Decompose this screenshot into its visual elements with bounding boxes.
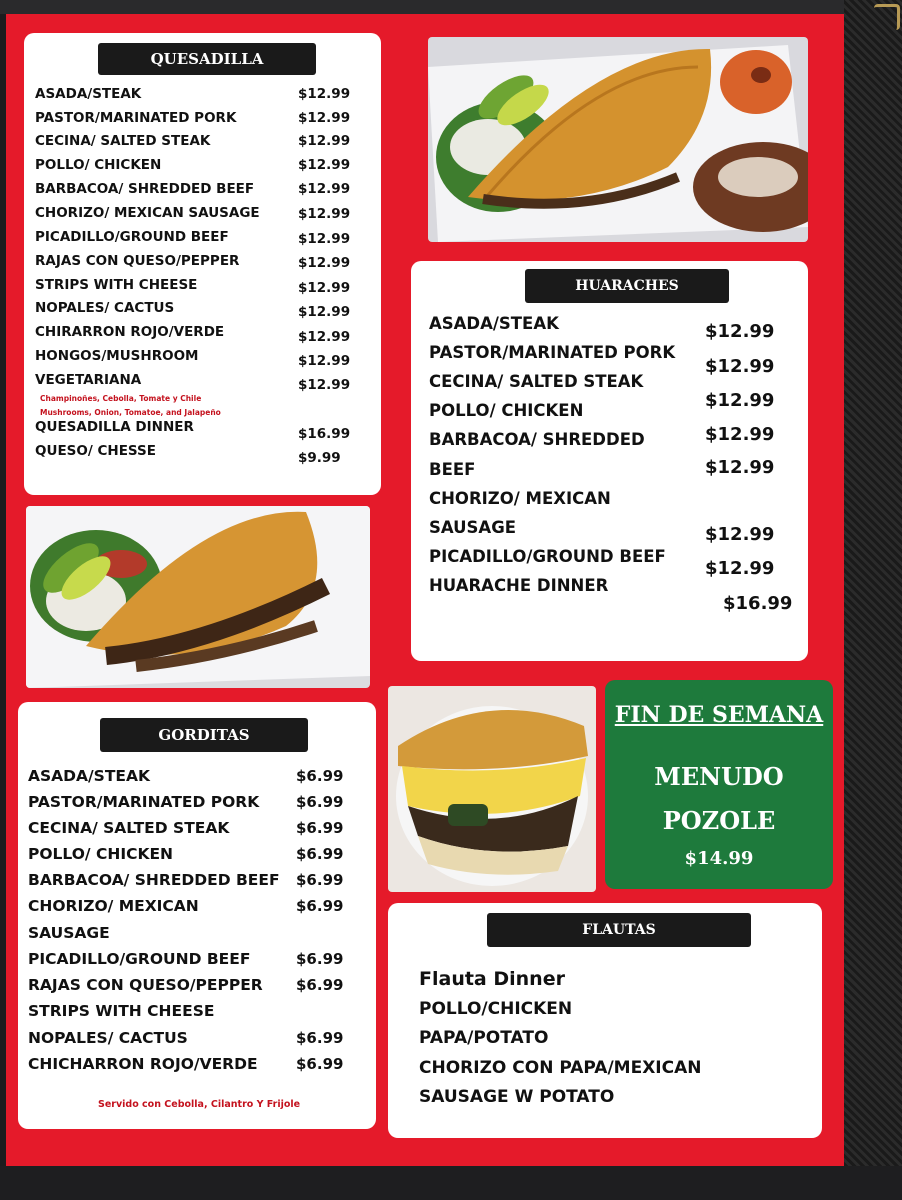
menu-item-price: $12.99 <box>705 390 775 411</box>
menu-item-name: BARBACOA/ SHREDDED <box>429 430 645 449</box>
menu-item-name: PICADILLO/GROUND BEEF <box>35 229 229 245</box>
menu-item-price: $6.99 <box>296 767 344 785</box>
menu-item-price: $16.99 <box>723 593 793 614</box>
menu-top-edge <box>0 0 902 14</box>
quesadilla-photo <box>428 37 808 242</box>
menu-item-name: SAUSAGE <box>429 518 517 537</box>
gordita-photo <box>388 686 596 892</box>
menu-item-name: CHORIZO CON PAPA/MEXICAN <box>419 1058 702 1078</box>
menu-item-name: PAPA/POTATO <box>419 1028 549 1048</box>
menu-item-price: $12.99 <box>298 157 351 173</box>
menu-item-name: RAJAS CON QUESO/PEPPER <box>35 253 240 269</box>
menu-item-name: RAJAS CON QUESO/PEPPER <box>28 976 263 994</box>
gorditas-note: Servido con Cebolla, Cilantro Y Frijole <box>98 1099 301 1110</box>
menu-item-name: PICADILLO/GROUND BEEF <box>28 950 251 968</box>
weekend-title: FIN DE SEMANA <box>614 702 824 728</box>
menu-item-price: $6.99 <box>296 1029 344 1047</box>
binder-spine <box>844 0 902 1200</box>
huaraches-section <box>411 261 808 661</box>
menu-item-name: CECINA/ SALTED STEAK <box>429 372 644 391</box>
quesadilla-title: QUESADILLA <box>98 43 316 75</box>
huarache-photo <box>26 506 370 688</box>
menu-item-price: $12.99 <box>298 181 351 197</box>
menu-bottom-edge <box>0 1166 902 1200</box>
menu-item-name: QUESO/ CHESSE <box>35 443 156 459</box>
menu-item-price: $12.99 <box>298 280 351 296</box>
menu-item-price: $12.99 <box>298 206 351 222</box>
menu-item-price: $12.99 <box>298 133 351 149</box>
menu-item-name: CHORIZO/ MEXICAN <box>429 489 611 508</box>
huaraches-title: HUARACHES <box>525 269 729 303</box>
menu-item-price: $12.99 <box>298 110 351 126</box>
menu-item-name: CECINA/ SALTED STEAK <box>28 819 230 837</box>
menu-item-name: ASADA/STEAK <box>35 86 142 102</box>
menu-item-price: $12.99 <box>298 255 351 271</box>
menu-item-name: STRIPS WITH CHEESE <box>35 277 198 293</box>
menu-item-name: CHORIZO/ MEXICAN SAUSAGE <box>35 205 260 221</box>
menu-item-name: CHICHARRON ROJO/VERDE <box>28 1055 258 1073</box>
menu-item-price: $12.99 <box>298 304 351 320</box>
menu-item-price: $12.99 <box>298 377 351 393</box>
menu-item-name: POLLO/ CHICKEN <box>429 401 584 420</box>
menu-item-name: HUARACHE DINNER <box>429 576 609 595</box>
menu-item-name: NOPALES/ CACTUS <box>28 1029 188 1047</box>
weekend-special <box>605 680 833 889</box>
menu-item-price: $12.99 <box>705 321 775 342</box>
menu-item-name: SAUSAGE W POTATO <box>419 1087 615 1107</box>
menu-item-price: $12.99 <box>298 86 351 102</box>
menu-item-price: $6.99 <box>296 950 344 968</box>
menu-item-price: $12.99 <box>705 424 775 445</box>
corner-protector-top <box>874 4 900 30</box>
menu-item-name: POLLO/ CHICKEN <box>28 845 174 863</box>
menu-item-name: SAUSAGE <box>28 924 110 942</box>
menu-item-price: $9.99 <box>298 450 341 466</box>
menu-item-name: CECINA/ SALTED STEAK <box>35 133 211 149</box>
menu-item-name: QUESADILLA DINNER <box>35 419 194 435</box>
weekend-price: $14.99 <box>684 848 754 869</box>
menu-item-price: $6.99 <box>296 871 344 889</box>
menu-item-price: $6.99 <box>296 1055 344 1073</box>
menu-item-name: PICADILLO/GROUND BEEF <box>429 547 666 566</box>
menu-item-name: PASTOR/MARINATED PORK <box>429 343 676 362</box>
menu-item-name: CHORIZO/ MEXICAN <box>28 897 199 915</box>
menu-item-price: $6.99 <box>296 793 344 811</box>
menu-item-price: $12.99 <box>298 353 351 369</box>
menu-item-price: $12.99 <box>705 524 775 545</box>
menu-item-price: $12.99 <box>298 329 351 345</box>
menu-item-name: POLLO/ CHICKEN <box>35 157 162 173</box>
menu-item-price: $6.99 <box>296 845 344 863</box>
menu-item-name: CHIRARRON ROJO/VERDE <box>35 324 225 340</box>
menu-item-price: $12.99 <box>705 356 775 377</box>
menu-item-price: $12.99 <box>298 231 351 247</box>
menu-item-name: STRIPS WITH CHEESE <box>28 1002 215 1020</box>
flautas-section <box>388 903 822 1138</box>
menu-item-price: $12.99 <box>705 457 775 478</box>
gorditas-title: GORDITAS <box>100 718 308 752</box>
menu-item-name: Flauta Dinner <box>419 968 565 990</box>
menu-item-name: ASADA/STEAK <box>28 767 151 785</box>
menu-item-name: BARBACOA/ SHREDDED BEEF <box>28 871 280 889</box>
menu-item-name: VEGETARIANA <box>35 372 142 388</box>
menu-item-name: PASTOR/MARINATED PORK <box>35 110 237 126</box>
menu-item-name: PASTOR/MARINATED PORK <box>28 793 260 811</box>
gorditas-section <box>18 702 376 1129</box>
menu-item-price: $6.99 <box>296 819 344 837</box>
menu-item-price: $6.99 <box>296 976 344 994</box>
vegetariana-note-spanish: Champinoñes, Cebolla, Tomate y Chile <box>40 394 202 403</box>
menu-item-name: HONGOS/MUSHROOM <box>35 348 199 364</box>
quesadilla-section <box>24 33 381 495</box>
menu-item-name: NOPALES/ CACTUS <box>35 300 175 316</box>
vegetariana-note-english: Mushrooms, Onion, Tomatoe, and Jalapeño <box>40 408 221 417</box>
menu-item-name: BARBACOA/ SHREDDED BEEF <box>35 181 255 197</box>
weekend-item-pozole: POZOLE <box>662 806 776 835</box>
menu-item-name: POLLO/CHICKEN <box>419 999 573 1019</box>
weekend-item-menudo: MENUDO <box>654 762 784 791</box>
menu-item-name: ASADA/STEAK <box>429 314 559 333</box>
menu-item-price: $6.99 <box>296 897 344 915</box>
menu-item-name: BEEF <box>429 460 476 479</box>
menu-item-price: $16.99 <box>298 426 351 442</box>
flautas-title: FLAUTAS <box>487 913 751 947</box>
menu-item-price: $12.99 <box>705 558 775 579</box>
